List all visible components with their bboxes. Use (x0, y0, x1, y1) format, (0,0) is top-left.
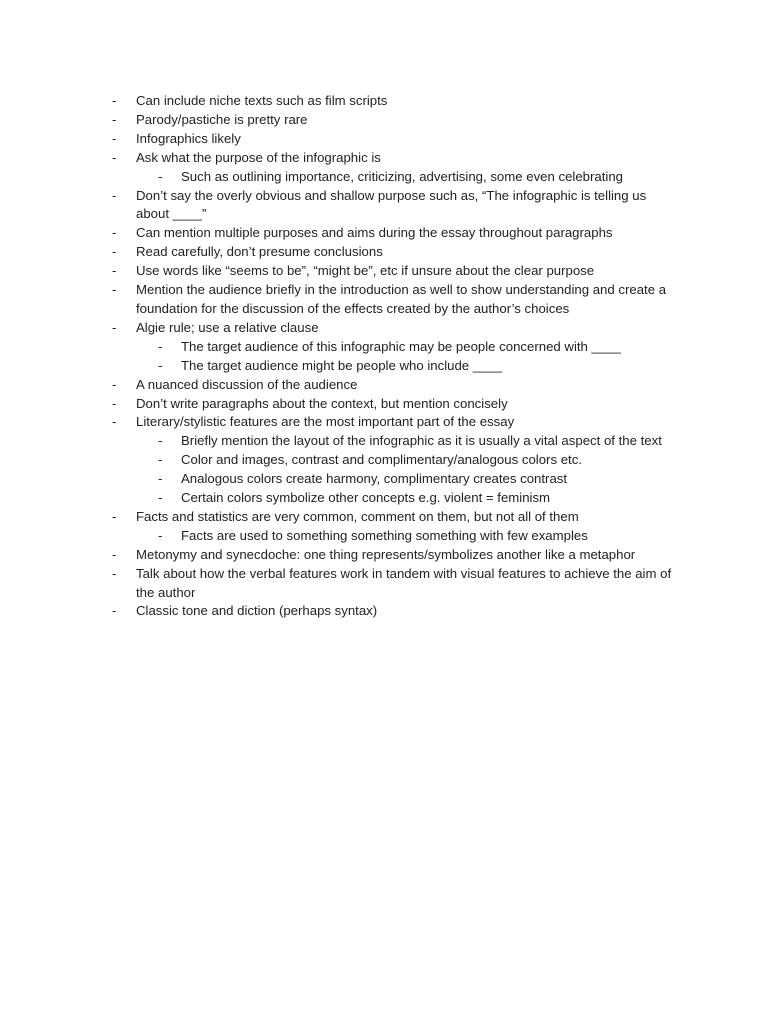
list-item-text: Read carefully, don’t presume conclusions (136, 244, 383, 260)
bullet-dash: - (112, 225, 117, 241)
list-item (112, 224, 672, 243)
list-item (112, 413, 672, 432)
list-item-text: Don’t say the overly obvious and shallow purpose such as, “The infographic is telling us about ____” (136, 187, 647, 222)
list-item-text: Ask what the purpose of the infographic is (136, 149, 381, 165)
bullet-dash: - (112, 93, 117, 108)
list-item-text: Use words like “seems to be”, “might be”, etc if unsure about the clear purpose (136, 263, 595, 279)
list-item-text: Algie rule; use a relative clause (136, 319, 319, 335)
sub-list-item (112, 432, 672, 451)
list-item (112, 92, 672, 111)
list-item-text: Literary/stylistic features are the most important part of the essay (136, 414, 515, 430)
bullet-dash: - (112, 282, 117, 298)
sub-list-item (112, 470, 672, 489)
list-item (112, 546, 672, 565)
list-item-text: Talk about how the verbal features work in tandem with visual features to achieve the aim of the author (136, 565, 672, 600)
bullet-dash: - (158, 490, 163, 506)
sub-list-item (112, 168, 672, 187)
list-item-text: Facts and statistics are very common, comment on them, but not all of them (136, 508, 579, 524)
list-item-text: Color and images, contrast and complimentary/analogous colors etc. (181, 452, 582, 468)
list-item-text: Metonymy and synecdoche: one thing represents/symbolizes another like a metaphor (136, 546, 636, 562)
bullet-dash: - (158, 357, 163, 373)
list-item-text: Can mention multiple purposes and aims during the essay throughout paragraphs (136, 225, 613, 241)
list-item-text: The target audience might be people who include ____ (181, 357, 503, 373)
bullet-dash: - (112, 244, 117, 260)
bullet-dash: - (158, 168, 163, 184)
bullet-dash: - (158, 338, 163, 354)
list-item-text: Facts are used to something something something with few examples (181, 527, 588, 543)
list-item (112, 262, 672, 281)
list-item-text: A nuanced discussion of the audience (136, 376, 358, 392)
bullet-dash: - (112, 111, 117, 127)
list-item-text: Certain colors symbolize other concepts e.g. violent = feminism (181, 490, 551, 506)
bullet-dash: - (112, 149, 117, 165)
bullet-dash: - (112, 565, 117, 581)
list-item (112, 319, 672, 338)
list-item (112, 187, 672, 225)
bullet-dash: - (158, 527, 163, 543)
list-item (112, 281, 672, 319)
bullet-dash: - (112, 508, 117, 524)
bullet-dash: - (112, 414, 117, 430)
bullet-dash: - (112, 546, 117, 562)
notes-list (112, 92, 672, 621)
sub-list-item (112, 357, 672, 376)
sub-list-item (112, 451, 672, 470)
list-item-text: Briefly mention the layout of the infographic as it is usually a vital aspect of the text (181, 433, 662, 449)
list-item (112, 111, 672, 130)
bullet-dash: - (112, 263, 117, 279)
list-item-text: Infographics likely (136, 130, 241, 146)
list-item (112, 149, 672, 168)
bullet-dash: - (112, 603, 117, 619)
list-item (112, 376, 672, 395)
sub-list-item (112, 338, 672, 357)
list-item-text: Classic tone and diction (perhaps syntax) (136, 603, 378, 619)
bullet-dash: - (158, 452, 163, 468)
list-item-text: Don’t write paragraphs about the context, but mention concisely (136, 395, 508, 411)
list-item-text: Such as outlining importance, criticizing, advertising, some even celebrating (181, 168, 624, 184)
list-item-text: Mention the audience briefly in the introduction as well to show understanding and create a foundation for the discussion of the effects created by the author’s choices (136, 282, 667, 316)
bullet-dash: - (112, 130, 117, 146)
sub-list-item (112, 489, 672, 508)
bullet-dash: - (158, 433, 163, 449)
bullet-dash: - (112, 376, 117, 392)
list-item-text: Analogous colors create harmony, complimentary creates contrast (181, 471, 568, 487)
list-item-text: The target audience of this infographic may be people concerned with ____ (181, 338, 621, 354)
list-item (112, 130, 672, 149)
bullet-dash: - (112, 187, 117, 203)
bullet-dash: - (158, 471, 163, 487)
list-item (112, 602, 672, 621)
list-item (112, 508, 672, 527)
bullet-dash: - (112, 395, 117, 411)
list-item (112, 243, 672, 262)
list-item-text: Parody/pastiche is pretty rare (136, 111, 308, 127)
list-item (112, 395, 672, 414)
sub-list-item (112, 527, 672, 546)
bullet-dash: - (112, 319, 117, 335)
list-item (112, 565, 672, 603)
list-item-text: Can include niche texts such as film scripts (136, 93, 388, 108)
